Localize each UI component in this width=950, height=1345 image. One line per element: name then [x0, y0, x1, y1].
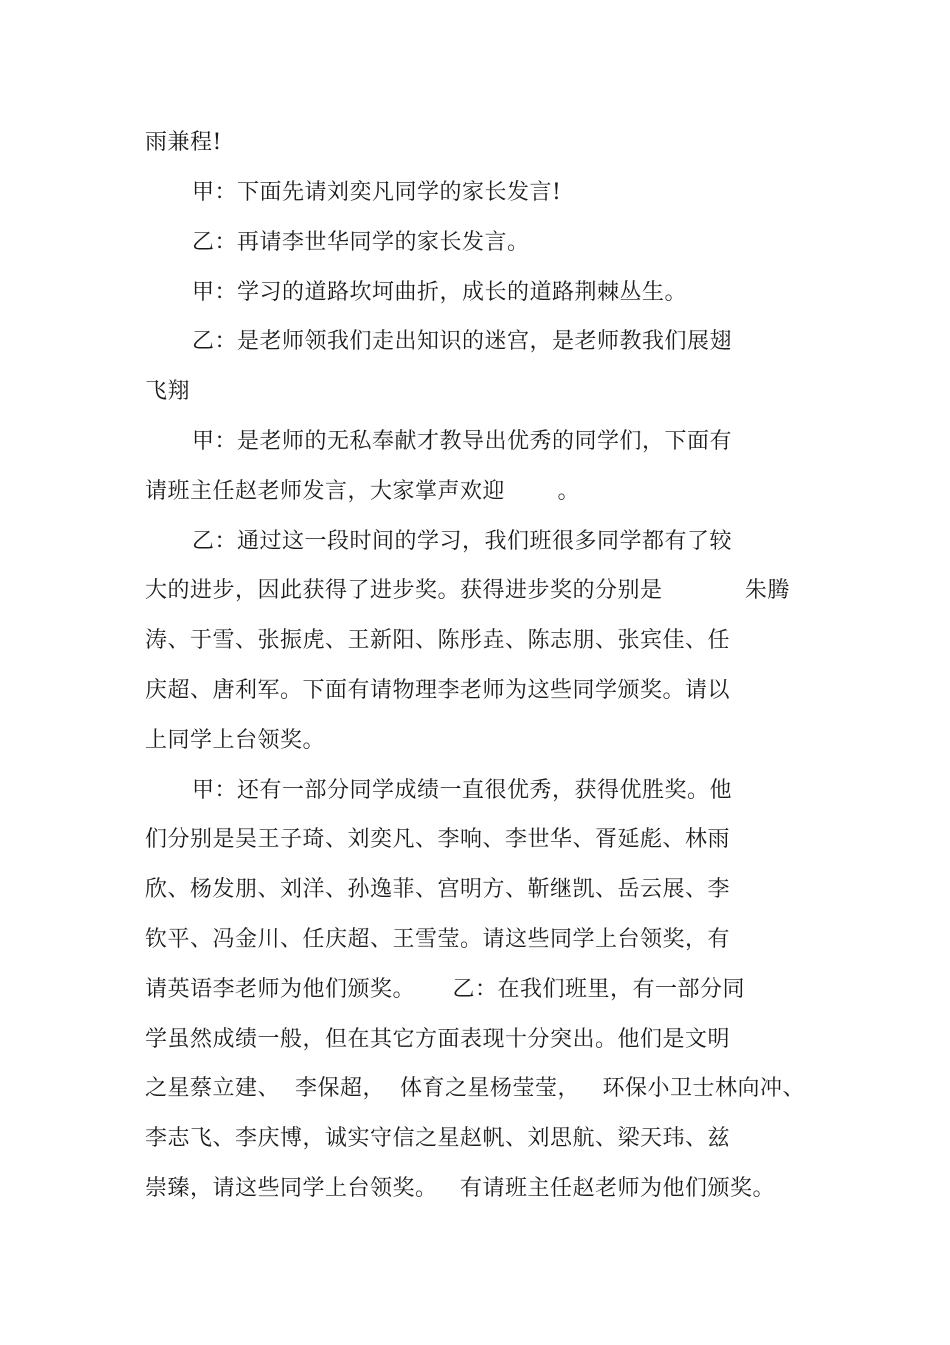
text-line: 们分别是吴王子琦、刘奕凡、李响、李世华、胥延彪、林雨 [145, 827, 731, 852]
text-line: 欣、杨发朋、刘洋、孙逸菲、宫明方、靳继凯、岳云展、李 [145, 877, 731, 902]
text-line: 大的进步，因此获得了进步奖。获得进步奖的分别是 朱腾 [145, 578, 790, 603]
text-line: 学虽然成绩一般，但在其它方面表现十分突出。他们是文明 [145, 1027, 731, 1052]
text-line: 雨兼程! [145, 130, 222, 155]
text-line: 请班主任赵老师发言，大家掌声欢迎 。 [145, 479, 580, 504]
text-line: 钦平、冯金川、任庆超、王雪莹。请这些同学上台领奖，有 [145, 927, 731, 952]
text-line: 飞翔 [145, 379, 191, 404]
text-line: 甲：还有一部分同学成绩一直很优秀，获得优胜奖。他 [192, 778, 733, 803]
text-line: 涛、于雪、张振虎、王新阳、陈彤垚、陈志朋、张宾佳、任 [145, 628, 731, 653]
text-line: 请英语李老师为他们颁奖。 乙：在我们班里，有一部分同 [145, 977, 745, 1002]
text-line: 李志飞、李庆博，诚实守信之星赵帆、刘思航、梁天玮、兹 [145, 1126, 731, 1151]
text-line: 甲：是老师的无私奉献才教导出优秀的同学们，下面有 [192, 429, 733, 454]
text-line: 庆超、唐利军。下面有请物理李老师为这些同学颁奖。请以 [145, 678, 731, 703]
text-line: 乙：再请李世华同学的家长发言。 [192, 230, 530, 255]
text-line: 崇臻，请这些同学上台领奖。 有请班主任赵老师为他们颁奖。 [145, 1176, 775, 1201]
text-line: 甲：下面先请刘奕凡同学的家长发言! [192, 180, 562, 205]
text-line: 乙：通过这一段时间的学习，我们班很多同学都有了较 [192, 529, 733, 554]
text-line: 甲：学习的道路坎坷曲折，成长的道路荆棘丛生。 [192, 280, 688, 305]
text-line: 乙：是老师领我们走出知识的迷宫，是老师教我们展翅 [192, 329, 733, 354]
text-line: 之星蔡立建、 李保超， 体育之星杨莹莹， 环保小卫士林向冲、 [145, 1076, 805, 1101]
text-line: 上同学上台领奖。 [145, 728, 326, 753]
